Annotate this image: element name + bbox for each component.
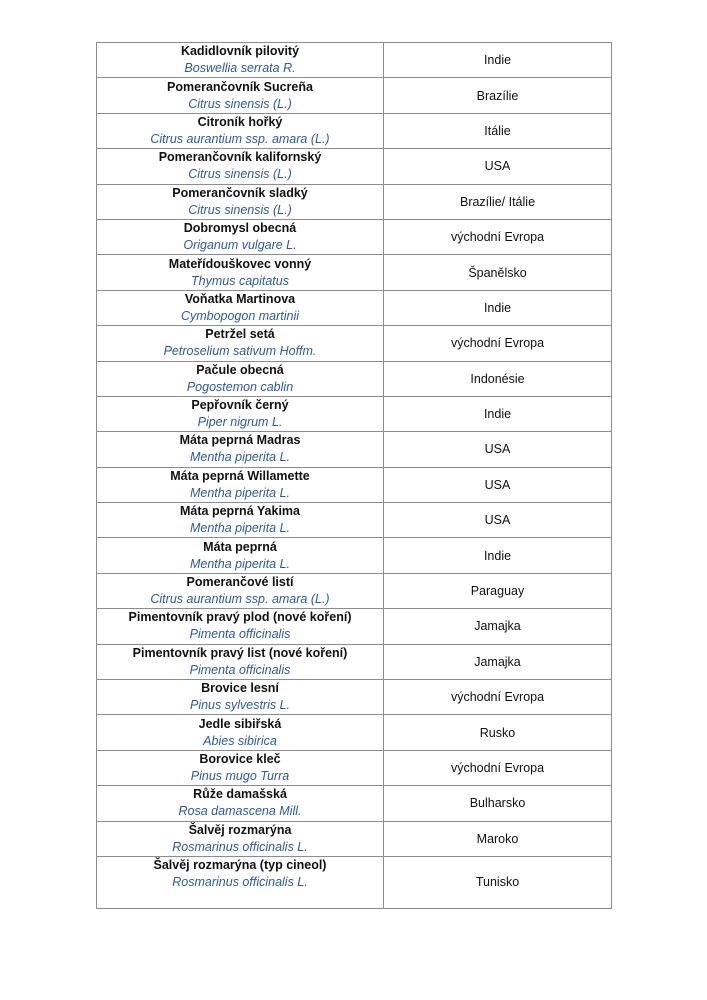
latin-name: Rosa damascena Mill.: [178, 804, 302, 819]
table-row: [97, 467, 612, 502]
plant-name-cell: [97, 538, 384, 573]
latin-name: Mentha piperita L.: [189, 485, 291, 500]
origin-country-cell: Maroko: [384, 821, 612, 856]
plant-name-cell: [97, 644, 384, 679]
common-name: Šalvěj rozmarýna (typ cineol): [153, 857, 327, 872]
plant-name-cell: [97, 290, 384, 325]
plant-name-cell: [97, 184, 384, 219]
plant-name-cell: [97, 43, 384, 78]
origin-country-cell: USA: [384, 149, 612, 184]
origin-country-cell: Španělsko: [384, 255, 612, 290]
origin-country-cell: východní Evropa: [384, 680, 612, 715]
table-row: [97, 219, 612, 254]
origin-country-cell: východní Evropa: [384, 750, 612, 785]
common-name: Pačule obecná: [196, 362, 284, 377]
latin-name: Abies sibirica: [203, 733, 277, 748]
table-row: [97, 786, 612, 821]
origin-country-cell: Indonésie: [384, 361, 612, 396]
table-row: [97, 821, 612, 856]
common-name: Pomerančovník kalifornský: [158, 150, 322, 165]
origin-country-cell: Brazílie: [384, 78, 612, 113]
common-name: Pomerančové listí: [186, 575, 294, 590]
table-row: [97, 503, 612, 538]
plant-name-cell: [97, 78, 384, 113]
table-row: [97, 396, 612, 431]
origin-country-cell: USA: [384, 503, 612, 538]
plant-name-cell: [97, 786, 384, 821]
common-name: Voňatka Martinova: [184, 291, 296, 306]
table-row: [97, 113, 612, 148]
common-name: Šalvěj rozmarýna: [188, 822, 292, 837]
common-name: Máta peprná Madras: [179, 433, 301, 448]
common-name: Dobromysl obecná: [183, 221, 297, 236]
common-name: Pepřovník černý: [191, 398, 289, 413]
plant-name-cell: [97, 856, 384, 908]
plant-name-cell: [97, 503, 384, 538]
latin-name: Mentha piperita L.: [189, 521, 291, 536]
latin-name: Pinus mugo Turra: [190, 769, 290, 783]
latin-name: Petroselium sativum Hoffm.: [163, 344, 317, 359]
plant-name-cell: [97, 361, 384, 396]
table-row: [97, 184, 612, 219]
latin-name: Pimenta officinalis: [189, 627, 291, 642]
origin-country-cell: USA: [384, 432, 612, 467]
table-row: [97, 255, 612, 290]
origin-country-cell: Indie: [384, 43, 612, 78]
latin-name: Pogostemon cablin: [186, 379, 294, 394]
plant-name-cell: [97, 113, 384, 148]
table-row: [97, 644, 612, 679]
common-name: Kadidlovník pilovitý: [180, 44, 300, 59]
plant-name-cell: [97, 821, 384, 856]
origin-country-cell: Bulharsko: [384, 786, 612, 821]
table-row: [97, 43, 612, 78]
origin-country-cell: Indie: [384, 396, 612, 431]
latin-name: Thymus capitatus: [191, 273, 289, 288]
origin-country-cell: Rusko: [384, 715, 612, 750]
table-row: [97, 680, 612, 715]
origin-country-cell: východní Evropa: [384, 326, 612, 361]
common-name: Máta peprná: [203, 539, 277, 554]
origin-country-cell: východní Evropa: [384, 219, 612, 254]
common-name: Brovice lesní: [201, 681, 279, 696]
plant-name-cell: [97, 609, 384, 644]
table-row: [97, 326, 612, 361]
origin-country-cell: Itálie: [384, 113, 612, 148]
origin-country-cell: Brazílie/ Itálie: [384, 184, 612, 219]
plant-name-cell: [97, 219, 384, 254]
common-name: Máta peprná Willamette: [170, 468, 310, 483]
common-name: Pomerančovník sladký: [172, 185, 308, 200]
table-row: [97, 290, 612, 325]
origin-country-cell: USA: [384, 467, 612, 502]
latin-name: Pimenta officinalis: [189, 662, 291, 677]
latin-name: Mentha piperita L.: [189, 556, 291, 571]
common-name: Růže damašská: [193, 787, 287, 802]
origin-country-cell: Indie: [384, 290, 612, 325]
latin-name: Citrus sinensis (L.): [188, 202, 292, 217]
table-row: [97, 538, 612, 573]
table-row: [97, 432, 612, 467]
common-name: Jedle sibiřská: [198, 716, 282, 731]
latin-name: Rosmarinus officinalis L.: [172, 874, 308, 889]
latin-name: Mentha piperita L.: [189, 450, 291, 465]
latin-name: Boswellia serrata R.: [184, 61, 296, 76]
latin-name: Pinus sylvestris L.: [189, 698, 291, 713]
latin-name: Citrus sinensis (L.): [188, 167, 292, 182]
latin-name: Citrus aurantium ssp. amara (L.): [150, 592, 330, 607]
plant-name-cell: [97, 680, 384, 715]
latin-name: Rosmarinus officinalis L.: [172, 839, 308, 854]
table-row: [97, 750, 612, 785]
common-name: Petržel setá: [205, 327, 275, 342]
plant-name-cell: [97, 255, 384, 290]
table-row: [97, 149, 612, 184]
table-body: [97, 43, 612, 909]
table-row: [97, 78, 612, 113]
plant-name-cell: [97, 149, 384, 184]
common-name: Citroník hořký: [197, 114, 283, 129]
origin-country-cell: Indie: [384, 538, 612, 573]
plant-name-cell: [97, 715, 384, 750]
origin-country-cell: Tunisko: [384, 856, 612, 908]
common-name: Pimentovník pravý list (nové koření): [132, 645, 348, 660]
plant-name-cell: [97, 573, 384, 608]
origin-country-cell: Paraguay: [384, 573, 612, 608]
latin-name: Cymbopogon martinii: [180, 308, 300, 323]
latin-name: Piper nigrum L.: [197, 415, 283, 430]
plant-name-cell: [97, 326, 384, 361]
latin-name: Citrus sinensis (L.): [188, 96, 292, 111]
plant-name-cell: [97, 432, 384, 467]
table-row: [97, 856, 612, 908]
common-name: Mateřídouškovec vonný: [168, 256, 312, 271]
common-name: Pomerančovník Sucreña: [167, 79, 313, 94]
latin-name: Citrus aurantium ssp. amara (L.): [150, 131, 330, 146]
table-row: [97, 361, 612, 396]
essential-oils-table: [96, 42, 612, 909]
common-name: Pimentovník pravý plod (nové koření): [128, 610, 352, 625]
common-name: Máta peprná Yakima: [180, 504, 300, 519]
common-name: Borovice kleč: [199, 752, 281, 766]
plant-name-cell: [97, 396, 384, 431]
table-row: [97, 609, 612, 644]
latin-name: Origanum vulgare L.: [183, 238, 297, 253]
plant-name-cell: [97, 467, 384, 502]
table-row: [97, 715, 612, 750]
origin-country-cell: Jamajka: [384, 644, 612, 679]
table-row: [97, 573, 612, 608]
plant-name-cell: [97, 750, 384, 785]
origin-country-cell: Jamajka: [384, 609, 612, 644]
